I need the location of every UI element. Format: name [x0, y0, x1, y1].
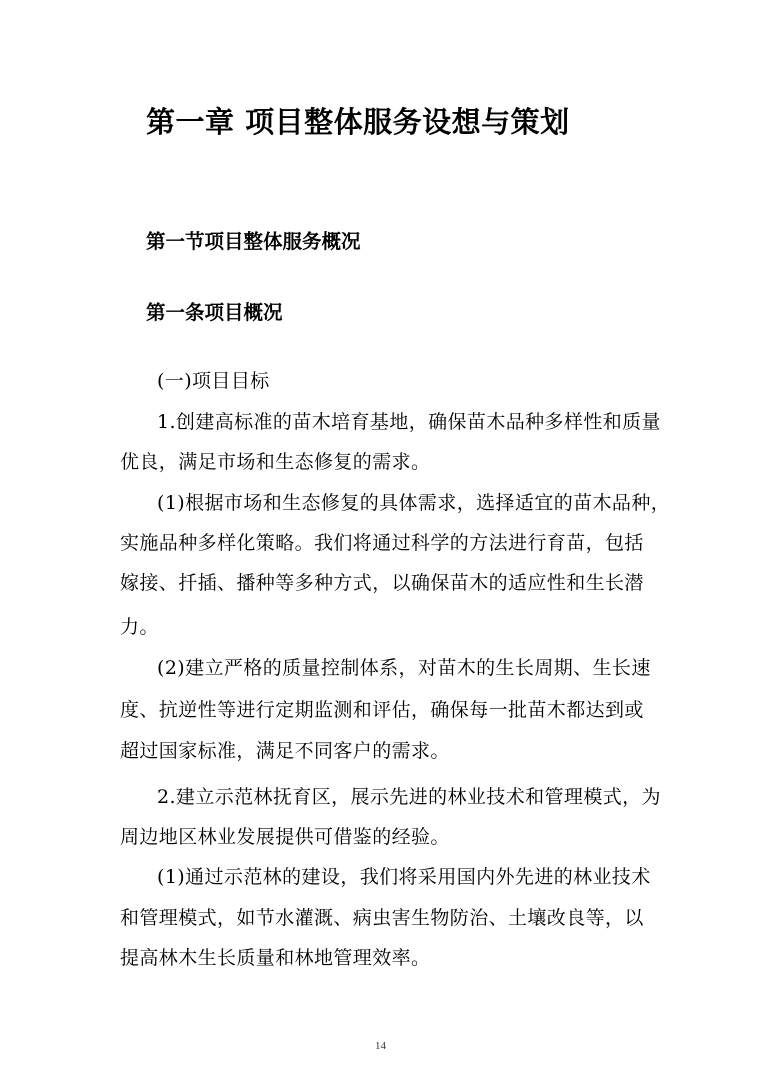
paragraph-line: 1.创建高标准的苗木培育基地，确保苗木品种多样性和质量 — [157, 411, 661, 433]
paragraph-line: 实施品种多样化策略。我们将通过科学的方法进行育苗，包括 — [120, 532, 644, 554]
paragraph-line: 周边地区林业发展提供可借鉴的经验。 — [120, 826, 450, 848]
chapter-title: 第一章 项目整体服务设想与策划 — [146, 105, 570, 139]
paragraph-line: 和管理模式，如节水灌溉、病虫害生物防治、土壤改良等，以 — [120, 907, 644, 929]
paragraph-line: (1)通过示范林的建设，我们将采用国内外先进的林业技术 — [157, 866, 651, 888]
subheading-project-goals: (一)项目目标 — [157, 370, 270, 392]
paragraph-line: 超过国家标准，满足不同客户的需求。 — [120, 740, 450, 762]
paragraph-line: 嫁接、扦插、播种等多种方式，以确保苗木的适应性和生长潜 — [120, 572, 644, 594]
article-title: 第一条项目概况 — [146, 301, 283, 324]
paragraph-line: (2)建立严格的质量控制体系，对苗木的生长周期、生长速 — [157, 657, 651, 679]
paragraph-line: 提高林木生长质量和林地管理效率。 — [120, 947, 431, 969]
page-number: 14 — [375, 1040, 386, 1052]
paragraph-line: 2.建立示范林抚育区，展示先进的林业技术和管理模式，为 — [157, 786, 661, 808]
paragraph-line: 度、抗逆性等进行定期监测和评估，确保每一批苗木都达到或 — [120, 699, 644, 721]
section-title: 第一节项目整体服务概况 — [146, 230, 361, 253]
paragraph-line: (1)根据市场和生态修复的具体需求，选择适宜的苗木品种， — [157, 492, 671, 514]
paragraph-line: 力。 — [120, 616, 159, 638]
paragraph-line: 优良，满足市场和生态修复的需求。 — [120, 451, 431, 473]
